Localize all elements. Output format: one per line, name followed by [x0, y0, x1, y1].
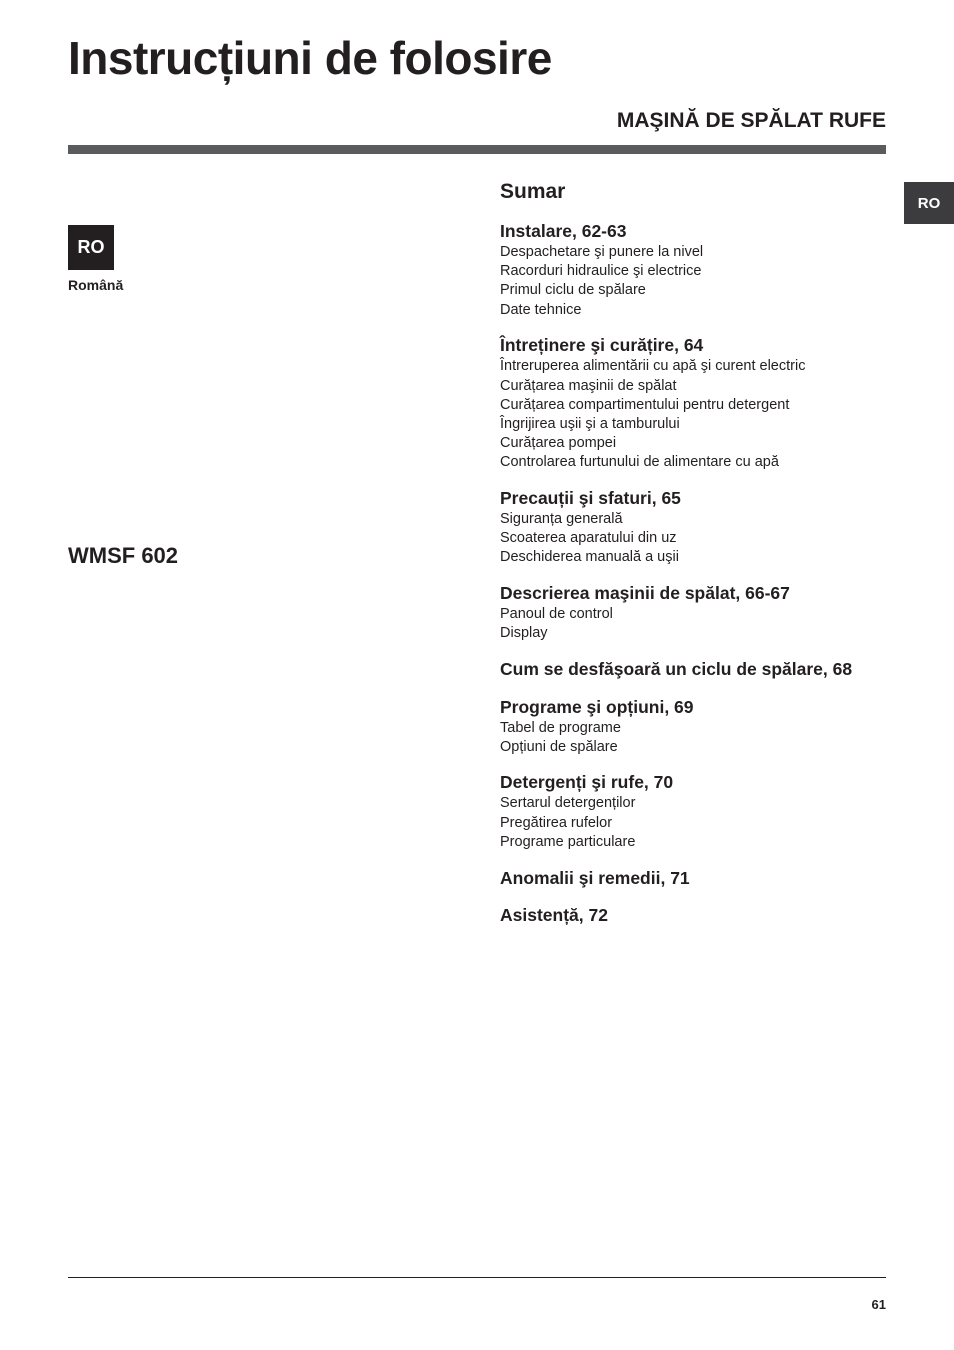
toc-item: Despachetare şi punere la nivel: [500, 244, 704, 260]
toc-item: Întreruperea alimentării cu apă şi curent electric: [500, 358, 806, 375]
toc-item: Controlarea furtunului de alimentare cu apă: [500, 454, 779, 471]
toc-item: Siguranța generală: [500, 511, 623, 528]
toc-item: Curățarea maşinii de spălat: [500, 377, 677, 394]
toc-item: Deschiderea manuală a uşii: [500, 549, 679, 566]
page-number: 61: [871, 1297, 886, 1312]
toc-section: [500, 657, 890, 681]
toc-item: Primul ciclu de spălare: [500, 282, 646, 299]
toc-item: Opțiuni de spălare: [500, 738, 618, 755]
toc-item: Curățarea pompei: [500, 435, 617, 452]
toc-item: Racorduri hidraulice şi electrice: [500, 263, 702, 280]
language-name: Română: [68, 277, 124, 293]
toc-item: Pregătirea rufelor: [500, 814, 613, 831]
toc-item: Sertarul detergenților: [500, 795, 636, 812]
toc-item: Îngrijirea uşii şi a tamburului: [500, 415, 680, 432]
toc-section: [500, 333, 890, 472]
toc-section: [500, 866, 890, 890]
language-badge: RO: [68, 225, 114, 270]
footer-divider: [68, 1277, 886, 1278]
toc-section: [500, 903, 890, 927]
product-subtitle: MAŞINĂ DE SPĂLAT RUFE: [616, 109, 886, 132]
toc-section: [500, 695, 890, 757]
toc-section-heading: Programe şi opțiuni, 69: [500, 696, 694, 717]
toc-item: Tabel de programe: [500, 719, 621, 736]
toc-section: [500, 581, 890, 643]
toc-section-heading: Instalare, 62-63: [500, 221, 627, 241]
toc-item: Display: [500, 625, 548, 642]
header-divider: [68, 145, 886, 154]
toc-section-heading: Asistență, 72: [500, 905, 608, 926]
model-number: WMSF 602: [68, 543, 179, 568]
toc-item: Scoaterea aparatului din uz: [500, 530, 677, 547]
table-of-contents: [500, 219, 890, 941]
toc-section: [500, 219, 890, 320]
toc-section-heading: Detergenți şi rufe, 70: [500, 772, 674, 793]
toc-item: Panoul de control: [500, 606, 613, 623]
page-title: Instrucțiuni de folosire: [68, 32, 552, 84]
toc-section-heading: Întreținere şi curățire, 64: [500, 335, 704, 356]
toc-section-heading: Cum se desfăşoară un ciclu de spălare, 68: [500, 659, 853, 680]
toc-section: [500, 486, 890, 568]
toc-section-heading: Anomalii şi remedii, 71: [500, 867, 690, 888]
language-side-tab: RO: [904, 182, 954, 224]
toc-section-heading: Descrierea maşinii de spălat, 66-67: [500, 583, 790, 604]
toc-item: Programe particulare: [500, 833, 636, 850]
toc-item: Date tehnice: [500, 301, 582, 318]
toc-section: [500, 770, 890, 852]
toc-section-heading: Precauții şi sfaturi, 65: [500, 488, 681, 509]
toc-title: Sumar: [500, 180, 566, 203]
toc-item: Curățarea compartimentului pentru detergent: [500, 396, 790, 413]
